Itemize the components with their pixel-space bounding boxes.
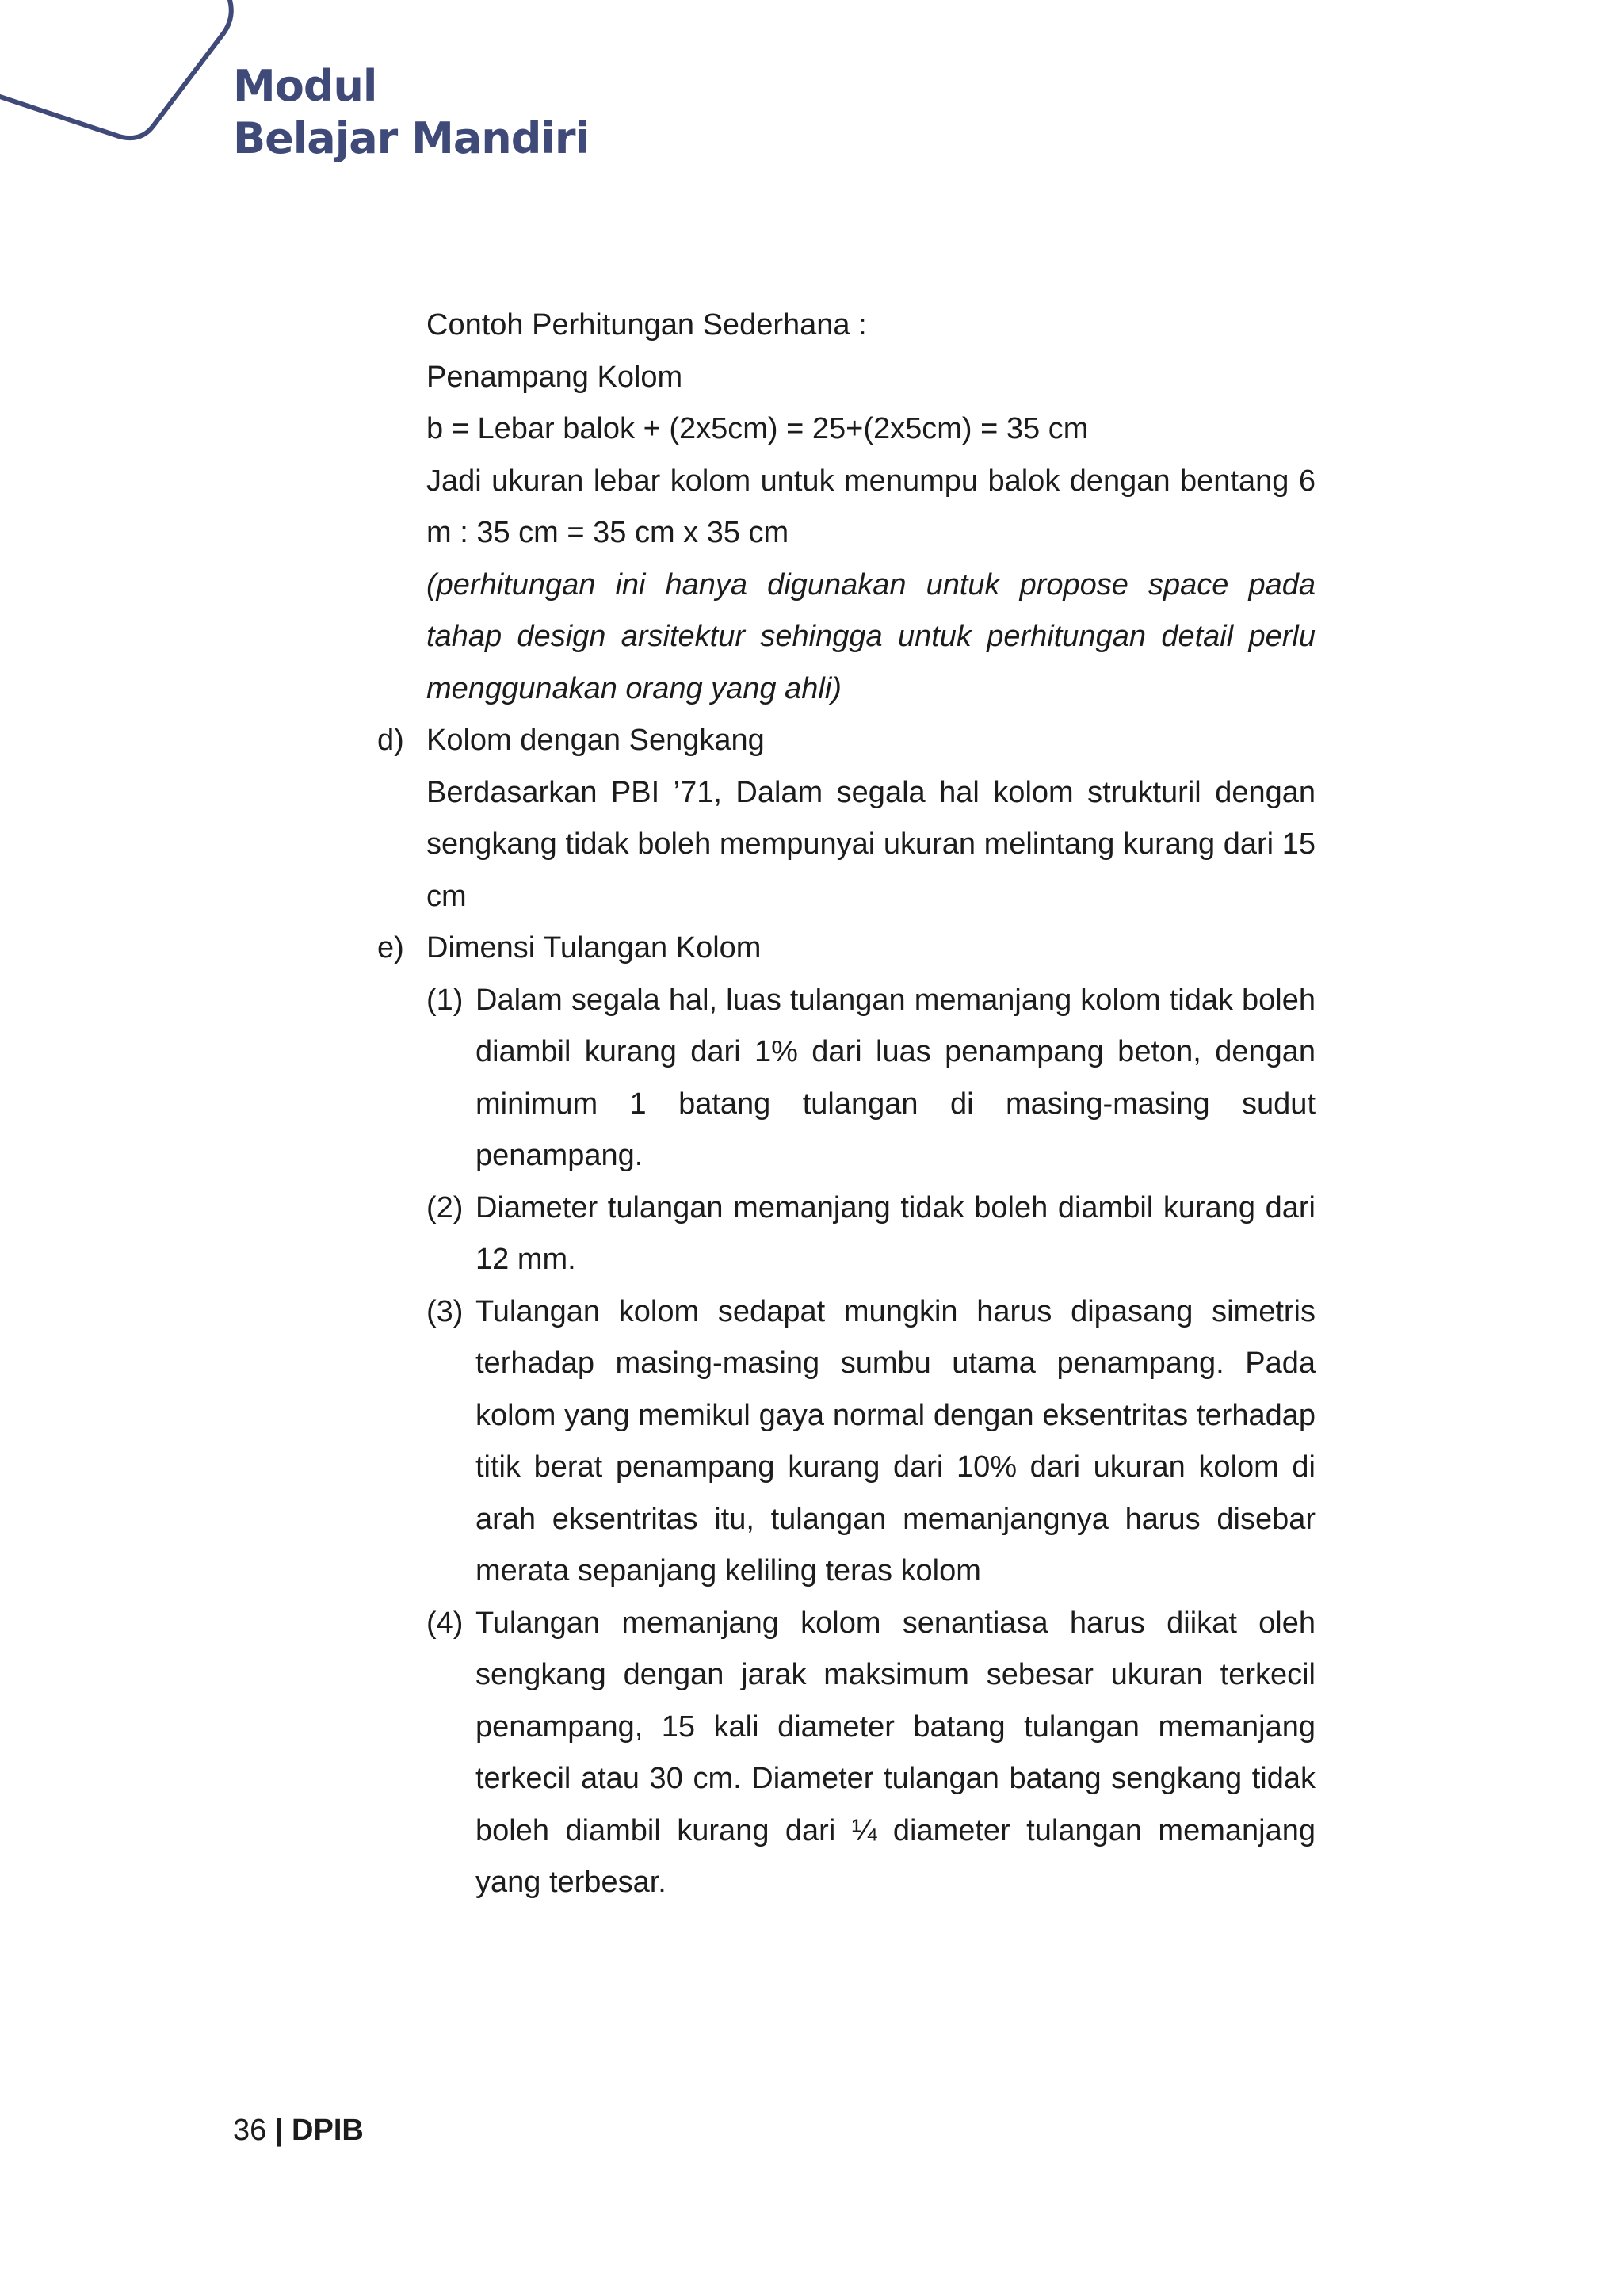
- example-heading: Contoh Perhitungan Sederhana :: [426, 308, 867, 342]
- list-item-text: Dalam segala hal, luas tulangan memanjang kolom tidak boleh diambil kurang dari 1% dari luas penampang beton, dengan minimum 1 batang tulangan di masing-masing sudut penampang.: [475, 983, 1316, 1172]
- page-number: 36: [233, 2114, 267, 2147]
- page-footer: [233, 2107, 364, 2154]
- module-title-line2: Belajar Mandiri: [233, 113, 590, 163]
- example-subheading: Penampang Kolom: [426, 360, 683, 394]
- footer-separator: |: [274, 2114, 284, 2147]
- list-item-label: (1): [426, 983, 464, 1017]
- list-item-text: Tulangan kolom sedapat mungkin harus dipasang simetris terhadap masing-masing sumbu utama penampang. Pada kolom yang memikul gaya normal dengan eksentritas terhadap titik berat penampang kurang dari 10% dari ukuran kolom di arah eksentritas itu, tulangan memanjangnya harus disebar merata sepanjang keliling teras kolom: [475, 1294, 1316, 1587]
- list-item: [426, 975, 1316, 1182]
- list-item: [426, 1598, 1316, 1909]
- corner-decoration: [0, 0, 254, 159]
- section-e: [377, 923, 1316, 975]
- module-title-line1: Modul: [233, 61, 377, 111]
- example-note: (perhitungan ini hanya digunakan untuk propose space pada tahap design arsitektur sehingga untuk perhitungan detail perlu menggunakan orang yang ahli): [426, 567, 1316, 705]
- section-d: [377, 715, 1316, 767]
- list-item: [426, 1182, 1316, 1286]
- section-e-title: Dimensi Tulangan Kolom: [426, 931, 762, 965]
- example-paragraph: Jadi ukuran lebar kolom untuk menumpu balok dengan bentang 6 m : 35 cm = 35 cm x 35 cm: [426, 464, 1316, 549]
- section-d-title: Kolom dengan Sengkang: [426, 724, 765, 757]
- section-d-label: d): [377, 724, 404, 757]
- list-item-label: (4): [426, 1606, 464, 1640]
- example-formula: b = Lebar balok + (2x5cm) = 25+(2x5cm) = 35 cm: [426, 412, 1089, 445]
- list-item-label: (2): [426, 1190, 464, 1224]
- section-e-label: e): [377, 931, 404, 965]
- footer-code: DPIB: [292, 2114, 364, 2147]
- page-content: [377, 300, 1316, 1909]
- list-item-text: Tulangan memanjang kolom senantiasa harus diikat oleh sengkang dengan jarak maksimum sebesar ukuran terkecil penampang, 15 kali diameter batang tulangan memanjang terkecil atau 30 cm. Diameter tulangan batang sengkang tidak boleh diambil kurang dari ¼ diameter tulangan memanjang yang terbesar.: [475, 1606, 1316, 1899]
- list-item: [426, 1286, 1316, 1598]
- module-title: [233, 60, 589, 165]
- list-item-label: (3): [426, 1294, 464, 1328]
- section-d-body: Berdasarkan PBI ’71, Dalam segala hal kolom strukturil dengan sengkang tidak boleh mempunyai ukuran melintang kurang dari 15 cm: [426, 775, 1316, 913]
- list-item-text: Diameter tulangan memanjang tidak boleh diambil kurang dari 12 mm.: [475, 1190, 1316, 1276]
